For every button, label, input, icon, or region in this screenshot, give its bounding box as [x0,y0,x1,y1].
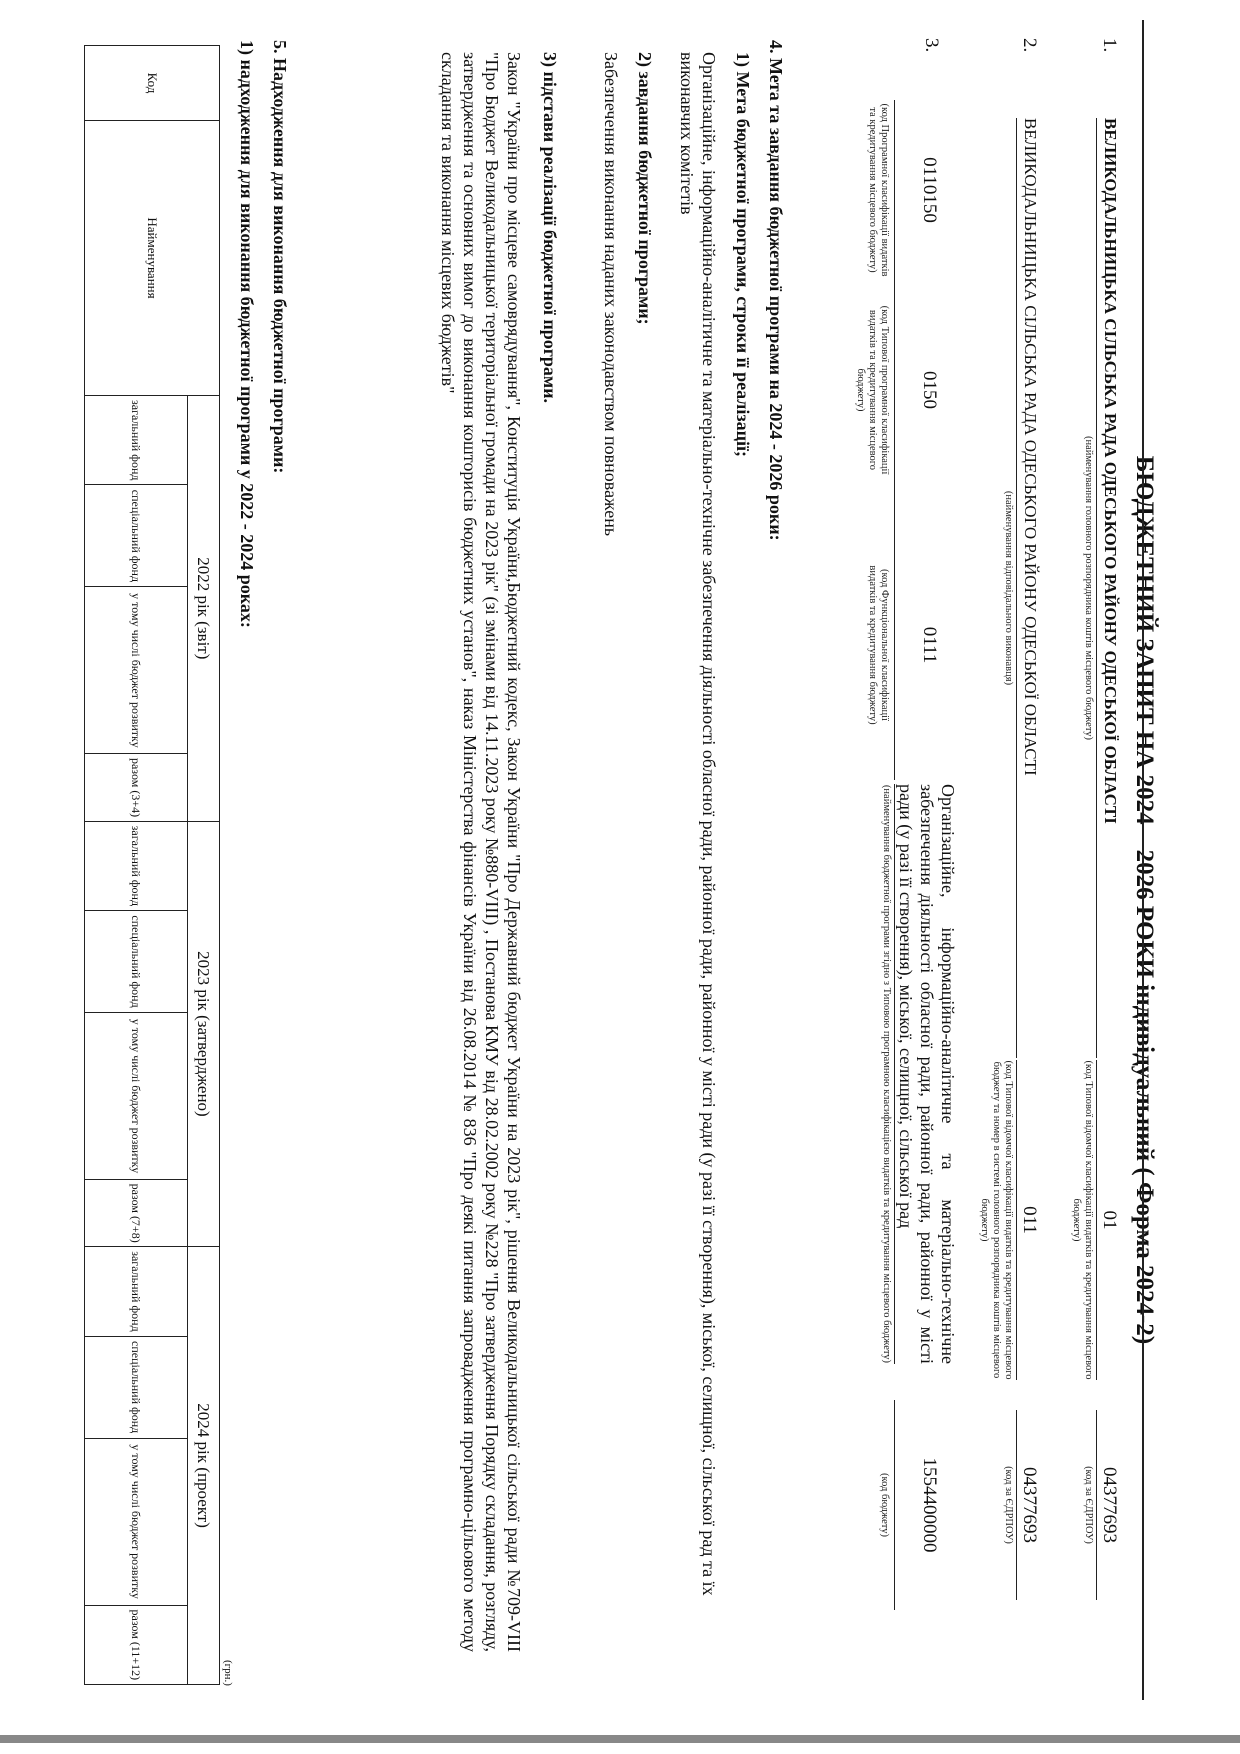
revenue-table [84,45,220,1685]
section4-goal-text: Організаційне, інформаційно-аналітичне та матеріально-технічне забезпечення діяльності обласної ради, районної ради, районної у місті ради (у разі її створення), міської, селищної, сільської рад та їх виконавчих комітетів [677,52,719,1596]
section4-tasks-heading: 2) завдання бюджетної програми; [635,52,655,325]
col-header-2024-development: у тому числі бюджет розвитку [85,1438,188,1605]
col-header-code: Код [85,46,220,121]
item2-edrpou-caption: (код за ЄДРПОУ) [1003,1466,1014,1544]
col-header-2024-general: загальний фонд [85,1247,188,1336]
item3-program-code: 0110150 [919,157,940,223]
item1-code-caption: (код Типової відомчої класифікації видатків та кредитування місцевого бюджету) [1071,1060,1094,1380]
item2-code-rule [1016,1060,1017,1380]
item1-edrpou-caption: (код за ЄДРПОУ) [1083,1466,1094,1544]
item3-functional-code-caption: (код Функціональної класифікації видатків та кредитування бюджету) [867,565,890,725]
scan-edge-line [0,1735,1240,1743]
item3-program-name: Організаційне, інформаційно-аналітичне та матеріально-технічне забезпечення діяльності обласної ради, районної ради, районної у місті ради (у разі її створення), міської, селищної, сільської рад [896,784,958,1364]
year-header-2023: 2023 рік (затверджено) [188,821,220,1247]
item1-name-rule [1096,118,1097,1058]
col-header-2024-special: спеціальний фонд [85,1336,188,1438]
item3-budget-code-rule [894,1400,895,1610]
page-border-line [1142,20,1144,1700]
item3-codes-rule [894,100,895,780]
item3-budget-code-caption: (код бюджету) [879,1473,890,1537]
document-title: БЮДЖЕТНИЙ ЗАПИТ НА 2024 – 2026 РОКИ індивідуальний ( Форма 2024-2) [1131,455,1158,1345]
col-header-2023-general: загальний фонд [85,821,188,910]
col-header-2022-total: разом (3+4) [85,754,188,821]
section4-goal-heading: 1) Мета бюджетної програми, строки її реалізації; [733,52,753,458]
section4-basis-text: Закон "України про місцеве самоврядування", Конституція України,Бюджетний кодекс, Закон України "Про Державний бюджет України на 2023 рік", рішення Великодальницької сільської ради №709-VIII "Про Бюджет Великодальницької територіальної громади на 2023 рік" (зі змінами від 14.11.2023 року №880-VIII) , Постанова КМУ від 28.02.2002 року №228 "Про затвердження Порядку складання, розгляду, затвердження та основних вимог до виконання кошторисів бюджетних установ", наказ Міністерства фінансів України від 26.08.2014 № 836 "Про деякі питання запровадження програмно-цільового методу складання та виконання місцевих бюджетів" [438,52,524,1652]
col-header-name: Найменування [85,121,220,396]
item3-program-code-caption: (код Програмної класифікації видатків та кредитування місцевого бюджету) [867,103,890,277]
item1-name: ВЕЛИКОДАЛЬНИЦЬКА СІЛЬСЬКА РАДА ОДЕСЬКОГО РАЙОНУ ОДЕСЬКОЇ ОБЛАСТІ [1101,118,1120,824]
item1-edrpou: 04377693 [1099,1467,1120,1543]
item3-budget-code: 1554400000 [919,1457,940,1553]
item2-number: 2. [1019,38,1040,53]
item3-typical-code-caption: (код Типової програмної класифікації видатків та кредитування місцевого бюджету) [855,305,890,475]
section4-tasks-text: Забезпечення виконання наданих законодавством повноважень [601,52,621,537]
col-header-2023-total: разом (7+8) [85,1180,188,1247]
section5-unit: (грн.) [222,1660,234,1686]
section4-heading: 4. Мета та завдання бюджетної програми на 2024 - 2026 роки: [766,40,786,541]
item2-edrpou-rule [1016,1410,1017,1600]
col-header-2023-special: спеціальний фонд [85,911,188,1013]
year-header-2024: 2024 рік (проект) [188,1247,220,1685]
item3-program-name-caption: (найменування бюджетної програми згідно з Типовою програмною класифікацією видатків та кредитування місцевого бюджету) [881,784,892,1364]
item2-name-caption: (найменування відповідального виконавця) [1003,490,1014,686]
col-header-2022-development: у тому числі бюджет розвитку [85,587,188,754]
item2-code-caption: (код Типової відомчої класифікації видатків та кредитування місцевого бюджету та номер в системі головного розпорядника коштів місцевого бюджету) [979,1060,1014,1380]
item2-code: 011 [1019,1206,1040,1234]
year-header-2022: 2022 рік (звіт) [188,396,220,822]
item3-number: 3. [921,38,942,53]
item1-code: 01 [1099,1210,1120,1230]
col-header-2022-special: спеціальний фонд [85,485,188,587]
section5-subheading: 1) надходження для виконання бюджетної програми у 2022 - 2024 роках: [237,40,257,628]
item1-code-rule [1096,1060,1097,1380]
item2-name-rule [1016,118,1017,1058]
item2-edrpou: 04377693 [1019,1467,1040,1543]
item1-name-caption: (найменування головного розпорядника коштів місцевого бюджету) [1083,435,1094,741]
item1-number: 1. [1099,38,1120,53]
col-header-2022-general: загальний фонд [85,396,188,485]
section5-heading: 5. Надходження для виконання бюджетної програми: [270,40,290,474]
item1-edrpou-rule [1096,1410,1097,1600]
item3-functional-code: 0111 [919,626,940,664]
col-header-2023-development: у тому числі бюджет розвитку [85,1012,188,1179]
item2-name: ВЕЛИКОДАЛЬНИЦЬКА СІЛЬСЬКА РАДА ОДЕСЬКОГО РАЙОНУ ОДЕСЬКОЇ ОБЛАСТІ [1021,118,1040,776]
col-header-2024-total: разом (11+12) [85,1605,188,1684]
item3-typical-code: 0150 [919,371,940,409]
section4-basis-heading: 3) підстави реалізації бюджетної програми. [540,52,560,404]
